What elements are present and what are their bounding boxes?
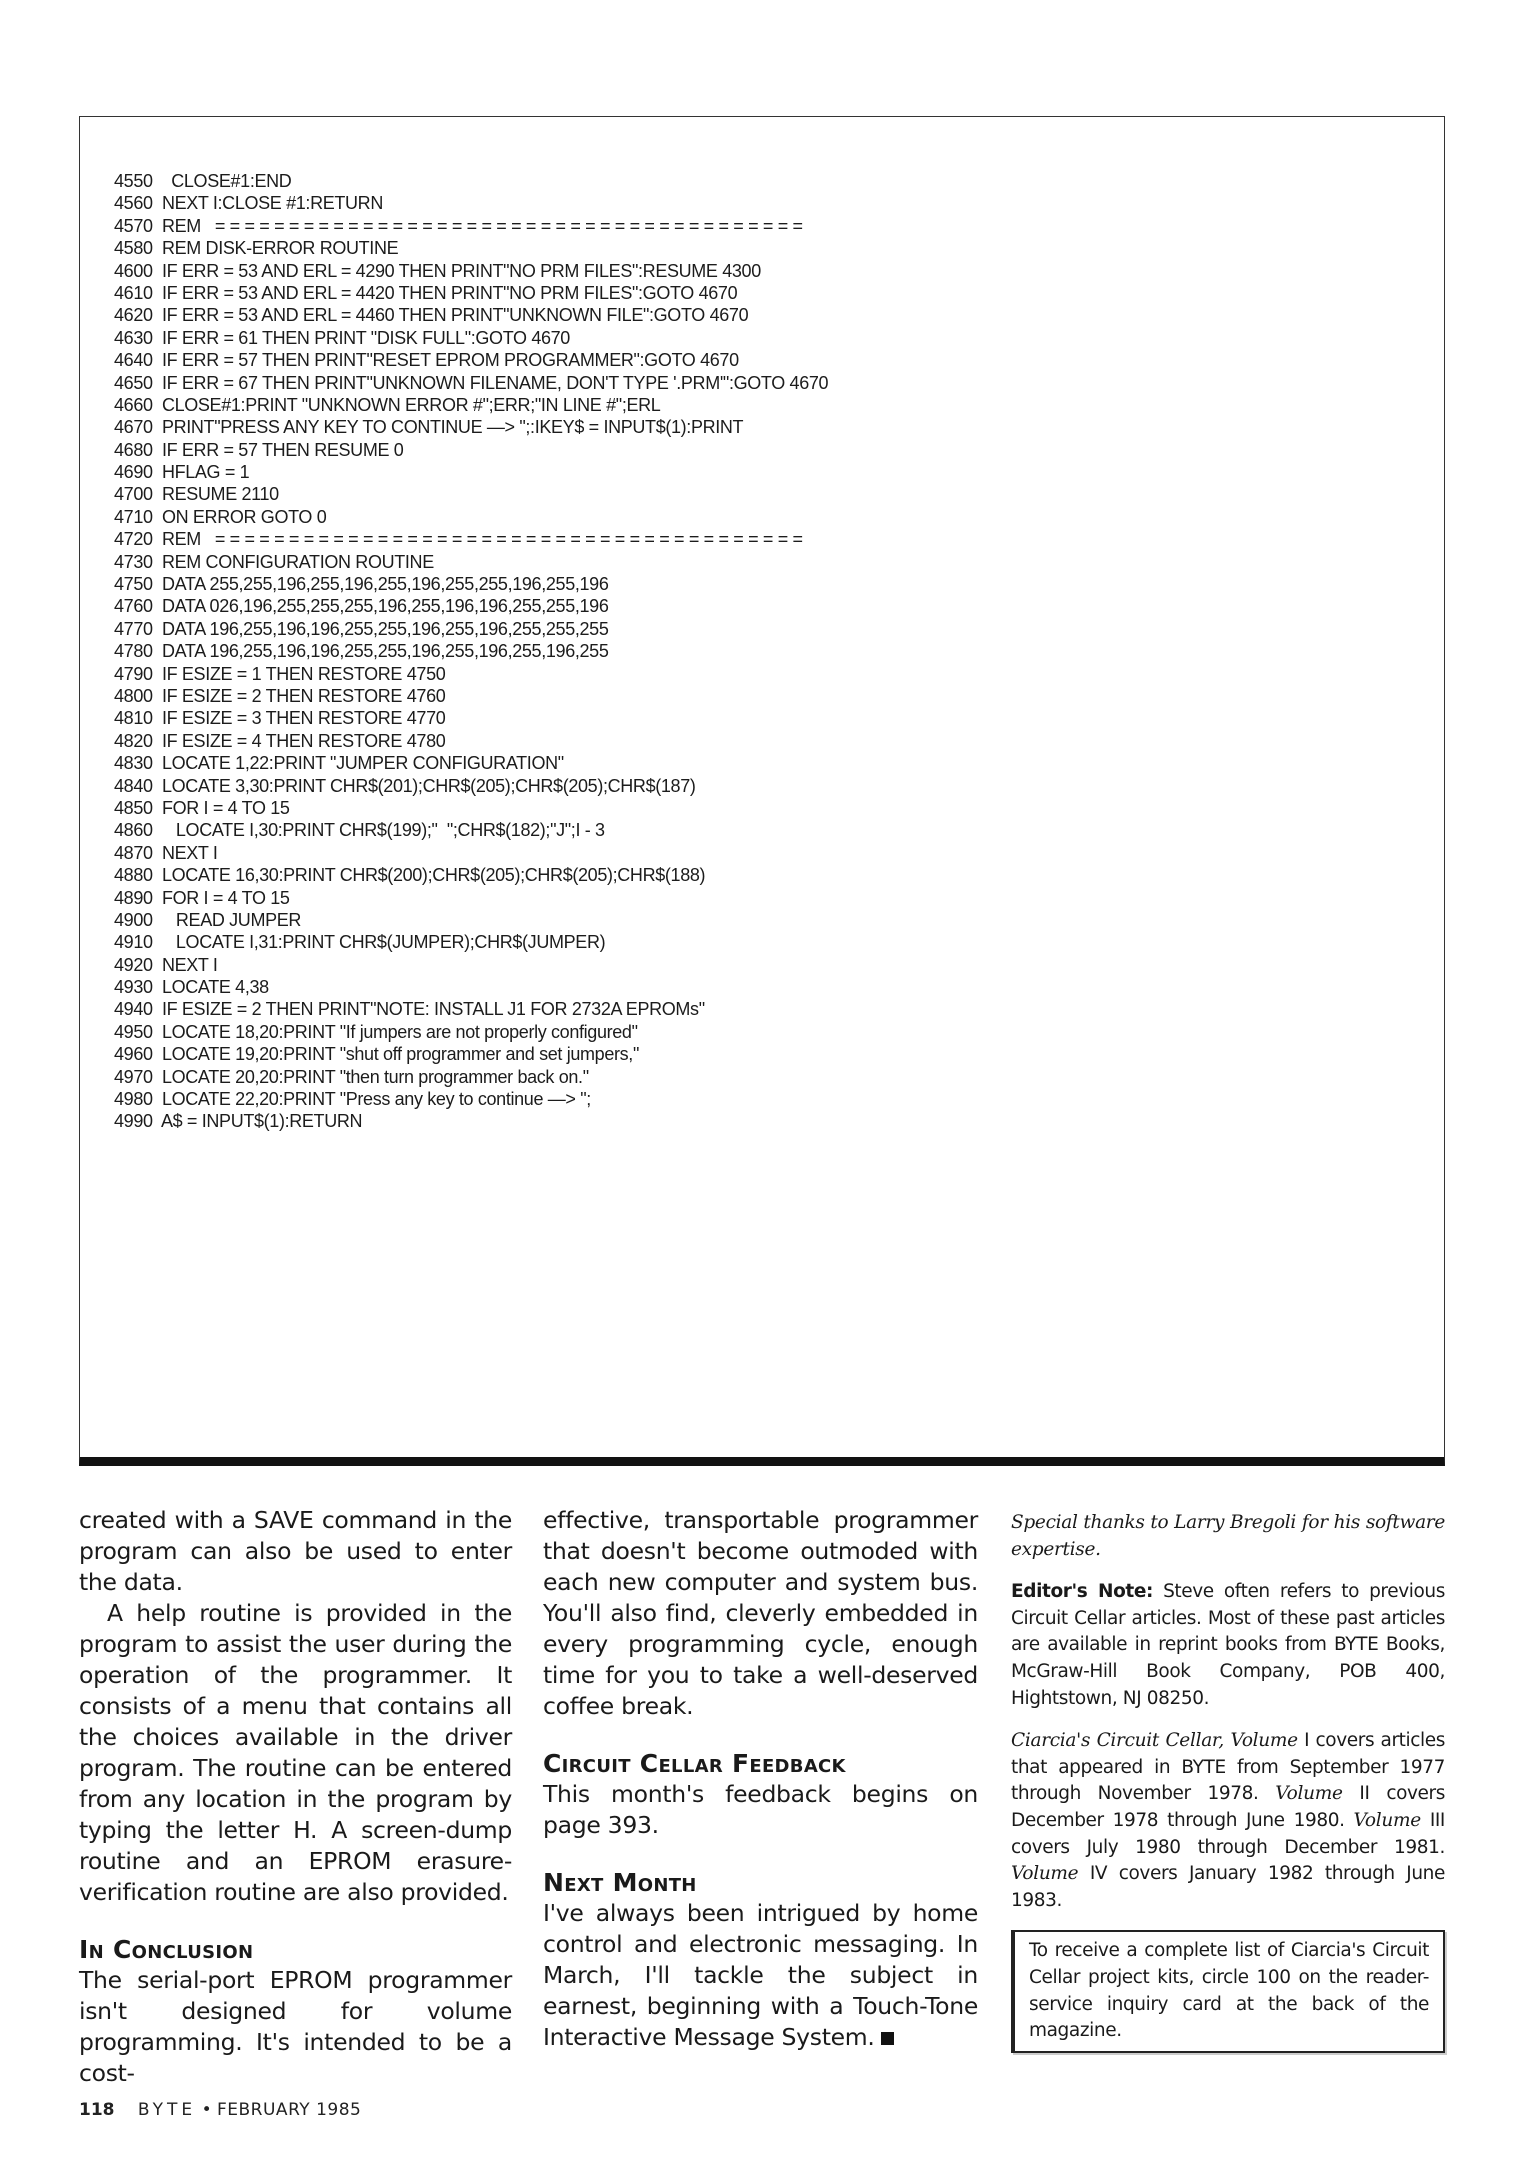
section-heading-next-month: Next Month (543, 1868, 697, 1897)
page-footer (79, 2100, 361, 2120)
code-line: 4690 HFLAG = 1 (114, 462, 250, 483)
editors-note (1011, 1579, 1445, 1712)
paragraph: The serial-port EPROM programmer isn't designed for volume programming. It's intended to be a cost- (79, 1966, 512, 2087)
code-line: 4700 RESUME 2110 (114, 484, 279, 505)
code-line: 4960 LOCATE 19,20:PRINT "shut off programmer and set jumpers," (114, 1044, 639, 1065)
code-line: 4860 LOCATE I,30:PRINT CHR$(199);" ";CHR$(182);"J";I - 3 (114, 820, 605, 841)
code-line: 4730 REM CONFIGURATION ROUTINE (114, 551, 434, 572)
code-line: 4870 NEXT I (114, 842, 218, 863)
paragraph: effective, transportable programmer that doesn't become outmoded with each new computer and system bus. You'll also find, cleverly embedded in every programming cycle, enough time for you to take a well-deserved coffee break. (543, 1506, 978, 1720)
volume-text: III covers July 1980 through December 1981. (1011, 1809, 1445, 1858)
code-line: 4840 LOCATE 3,30:PRINT CHR$(201);CHR$(205);CHR$(205);CHR$(187) (114, 775, 696, 796)
code-line: 4900 READ JUMPER (114, 909, 302, 930)
code-line: 4680 IF ERR = 57 THEN RESUME 0 (114, 439, 404, 460)
code-line: 4550 CLOSE#1:END (114, 171, 292, 191)
code-line: 4920 NEXT I (114, 954, 218, 975)
code-line: 4610 IF ERR = 53 AND ERL = 4420 THEN PRINT"NO PRM FILES":GOTO 4670 (114, 282, 738, 303)
book-title: Ciarcia's Circuit Cellar, Volume (1011, 1730, 1298, 1752)
code-line: 4850 FOR I = 4 TO 15 (114, 797, 290, 818)
code-line: 4810 IF ESIZE = 3 THEN RESTORE 4770 (114, 708, 446, 729)
editors-note-text: Steve often refers to previous Circuit Cellar articles. Most of these past articles are available in reprint books from BYTE Books, McGraw-Hill Book Company, POB 400, Hightstown, NJ 08250. (1011, 1581, 1445, 1709)
code-line: 4660 CLOSE#1:PRINT "UNKNOWN ERROR #";ERR;"IN LINE #";ERL (114, 394, 661, 415)
acknowledgement: Special thanks to Larry Bregoli for his software expertise. (1011, 1512, 1445, 1560)
code-line: 4670 PRINT"PRESS ANY KEY TO CONTINUE —> ";:IKEY$ = INPUT$(1):PRINT (114, 417, 744, 438)
end-of-article-mark (881, 2032, 894, 2045)
issue-date: FEBRUARY 1985 (217, 2100, 362, 2120)
program-listing-code (114, 170, 828, 1133)
code-line: 4640 IF ERR = 57 THEN PRINT"RESET EPROM PROGRAMMER":GOTO 4670 (114, 350, 739, 371)
code-line: 4650 IF ERR = 67 THEN PRINT"UNKNOWN FILENAME, DON'T TYPE '.PRM'":GOTO 4670 (114, 372, 829, 393)
code-line: 4760 DATA 026,196,255,255,255,196,255,196,196,255,255,196 (114, 596, 609, 617)
volume-label: Volume (1275, 1783, 1343, 1805)
paragraph: A help routine is provided in the program to assist the user during the operation of the programmer. It consists of a menu that contains all the choices available in the driver program. The routine can be entered from any location in the program by typing the letter H. A screen-dump routine and an EPROM erasure-verification routine are also provided. (79, 1599, 512, 1906)
code-line: 4780 DATA 196,255,196,196,255,255,196,255,196,255,196,255 (114, 641, 609, 662)
article-column-2 (543, 1505, 978, 2053)
code-line: 4710 ON ERROR GOTO 0 (114, 506, 327, 527)
paragraph-text: I've always been intrigued by home control and electronic messaging. In March, I'll tackle the subject in earnest, beginning with a Touch-Tone Interactive Message System. (543, 1899, 978, 2051)
volume-text: II covers December 1978 through June 1980. (1011, 1783, 1445, 1831)
volumes-note (1011, 1728, 1445, 1914)
project-kits-text: To receive a complete list of Ciarcia's Circuit Cellar project kits, circle 100 on the reader-service inquiry card at the back of the magazine. (1029, 1940, 1429, 2042)
paragraph (543, 1898, 978, 2053)
article-column-3 (1011, 1510, 1445, 2053)
editors-note-label: Editor's Note: (1011, 1581, 1153, 1603)
code-line: 4880 LOCATE 16,30:PRINT CHR$(200);CHR$(205);CHR$(205);CHR$(188) (114, 865, 706, 886)
code-line: 4600 IF ERR = 53 AND ERL = 4290 THEN PRINT"NO PRM FILES":RESUME 4300 (114, 260, 761, 281)
code-line: 4630 IF ERR = 61 THEN PRINT "DISK FULL":GOTO 4670 (114, 327, 570, 348)
project-kits-box (1011, 1930, 1445, 2052)
magazine-name: BYTE (137, 2100, 197, 2120)
code-line: 4620 IF ERR = 53 AND ERL = 4460 THEN PRINT"UNKNOWN FILE":GOTO 4670 (114, 305, 749, 326)
code-line: 4980 LOCATE 22,20:PRINT "Press any key to continue —> "; (114, 1089, 591, 1110)
section-heading-in-conclusion: In Conclusion (79, 1935, 254, 1964)
code-line: 4910 LOCATE I,31:PRINT CHR$(JUMPER);CHR$(JUMPER) (114, 932, 606, 953)
code-line: 4940 IF ESIZE = 2 THEN PRINT"NOTE: INSTALL J1 FOR 2732A EPROMs" (114, 999, 705, 1020)
program-listing-box (79, 116, 1445, 1466)
code-line: 4720 REM = = = = = = = = = = = = = = = = = = = = = = = = = = = = = = = = = = = = = = = = (114, 529, 803, 550)
code-line: 4950 LOCATE 18,20:PRINT "If jumpers are not properly configured" (114, 1021, 638, 1042)
code-line: 4830 LOCATE 1,22:PRINT "JUMPER CONFIGURATION" (114, 753, 564, 774)
volume-label: Volume (1353, 1809, 1421, 1831)
code-line: 4790 IF ESIZE = 1 THEN RESTORE 4750 (114, 663, 446, 684)
code-line: 4560 NEXT I:CLOSE #1:RETURN (114, 193, 383, 214)
code-line: 4930 LOCATE 4,38 (114, 977, 269, 998)
code-line: 4890 FOR I = 4 TO 15 (114, 887, 290, 908)
code-line: 4570 REM = = = = = = = = = = = = = = = = = = = = = = = = = = = = = = = = = = = = = = = = (114, 215, 803, 236)
code-line: 4990 A$ = INPUT$(1):RETURN (114, 1111, 363, 1132)
separator: • (201, 2100, 212, 2120)
code-line: 4580 REM DISK-ERROR ROUTINE (114, 238, 399, 259)
code-line: 4820 IF ESIZE = 4 THEN RESTORE 4780 (114, 730, 446, 751)
code-line: 4970 LOCATE 20,20:PRINT "then turn programmer back on." (114, 1066, 589, 1087)
code-line: 4800 IF ESIZE = 2 THEN RESTORE 4760 (114, 685, 446, 706)
volume-text: IV covers January 1982 through June 1983. (1011, 1863, 1445, 1911)
paragraph: created with a SAVE command in the program can also be used to enter the data. (79, 1506, 512, 1596)
code-line: 4770 DATA 196,255,196,196,255,255,196,255,196,255,255,255 (114, 618, 609, 639)
code-line: 4750 DATA 255,255,196,255,196,255,196,255,255,196,255,196 (114, 574, 609, 595)
article-column-1 (79, 1505, 512, 2089)
volume-label: Volume (1011, 1863, 1079, 1885)
paragraph: This month's feedback begins on page 393. (543, 1780, 978, 1839)
page-number: 118 (79, 2100, 115, 2120)
volume-text: I covers articles that appeared in BYTE from September 1977 through November 1978. (1011, 1730, 1445, 1805)
section-heading-feedback: Circuit Cellar Feedback (543, 1749, 846, 1778)
